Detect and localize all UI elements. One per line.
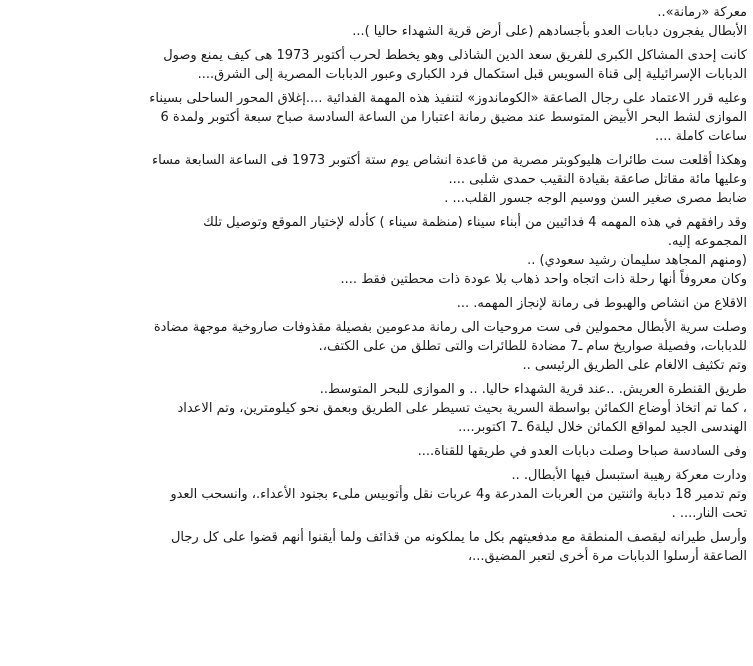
paragraph-line: الموازى لشط البحر الأبيض المتوسط عند مضيق رمانة اعتبارا من الساعة السادسة صباح سبعة أكتوبر ولمدة 6 [160, 110, 747, 125]
article-paragraph [6, 294, 747, 313]
paragraph-line: وتم تدمير 18 دبابة واثنتين من العربات المدرعة و4 عربات نقل وأتوبيس ملىء بجنود الأعداء.، وانسحب العدو [170, 487, 747, 502]
paragraph-line: وعليها مائة مقاتل صاعقة بقيادة النقيب حمدى شلبى .... [448, 172, 747, 187]
paragraph-line: الاقلاع من انشاص والهبوط فى رمانة لإنجاز المهمه. ... [456, 296, 747, 311]
paragraph-line: المجموعه إليه. [667, 234, 747, 249]
paragraph-line: وقد رافقهم في هذه المهمه 4 فدائيين من أبناء سيناء (منظمة سيناء ) كأدله لإختيار الموقع وتوصيل تلك [203, 215, 747, 230]
paragraph-line: وكان معروفاً أنها رحلة ذات اتجاه واحد ذهاب بلا عودة ذات محطتين فقط .... [340, 272, 747, 287]
paragraph-line: الهندسى الجيد لمواقع الكمائن خلال ليلة6 ـ7 اكتوبر.... [458, 420, 747, 435]
paragraph-line: الدبابات الإسرائيلية إلى قناة السويس قبل استكمال فرد الكبارى وعبور الدبابات المصرية إلى الشرق.... [197, 67, 747, 82]
paragraph-line: الصاعقة أرسلوا الدبابات مرة أخرى لتعبر المضيق...، [467, 549, 747, 564]
article-paragraph [6, 318, 747, 375]
paragraph-line: ضابط مصرى صغير السن ووسيم الوجه جسور القلب... . [444, 191, 747, 206]
paragraph-line: وصلت سرية الأبطال محمولين فى ست مروحيات الى رمانة مدعومين بفصيلة مقذوفات صاروخية موجهة مضادة [153, 320, 747, 335]
article-paragraph [6, 213, 747, 289]
paragraph-line: وفى السادسة صباحا وصلت دبابات العدو في طريقها للقناة.... [417, 444, 747, 459]
article-title: معركة «رمانة».. [657, 5, 747, 20]
article-paragraph [6, 46, 747, 84]
article-paragraph [6, 380, 747, 437]
article-paragraph [6, 528, 747, 566]
paragraph-line: تحت النار.... . [671, 506, 747, 521]
article-subtitle: الأبطال يفجرون دبابات العدو بأجسادهم (على أرض قرية الشهداء حاليا )... [352, 24, 747, 39]
paragraph-line: كانت إحدى المشاكل الكبرى للفريق سعد الدين الشاذلى وهو يخطط لحرب أكتوبر 1973 هى كيف يمنع وصول [163, 48, 747, 63]
paragraph-line: طريق القنطرة العريش. ..عند قرية الشهداء حاليا. .. و الموازى للبحر المتوسط.. [319, 382, 747, 397]
paragraph-line: (ومنهم المجاهد سليمان رشيد سعودي) .. [527, 253, 747, 268]
paragraph-line: ، كما تم اتخاذ أوضاع الكمائن بواسطة السرية بحيث تسيطر على الطريق وبعمق نحو كيلومترين، وتم الاعداد [177, 401, 747, 416]
paragraph-line: ودارت معركة رهيبة استبسل فيها الأبطال. .. [511, 468, 747, 483]
paragraph-line: وعليه قرر الاعتماد على رجال الصاعقة «الكوماندوز» لتنفيذ هذه المهمة الفدائية ....إغلاق المحور الساحلى بسيناء [149, 91, 747, 106]
article-paragraph [6, 442, 747, 461]
article-paragraph [6, 3, 747, 41]
article-paragraph [6, 89, 747, 146]
paragraph-line: وأرسل طيرانه ليقصف المنطقة مع مدفعيتهم بكل ما يملكونه من قذائف ولما أيقنوا أنهم قضوا على كل رجال [170, 530, 747, 545]
paragraph-line: وتم تكثيف الالغام على الطريق الرئيسى .. [522, 358, 747, 373]
article-paragraph [6, 466, 747, 523]
paragraph-line: وهكذا أقلعت ست طائرات هليوكوبتر مصرية من قاعدة انشاص يوم ستة أكتوبر 1973 فى الساعة السابعة مساء [151, 153, 747, 168]
paragraph-line: ساعات كاملة .... [655, 129, 747, 144]
paragraph-line: للدبابات، وفصيلة صواريخ سام ـ7 مضادة للطائرات والتى تطلق من على الكتف،. [318, 339, 747, 354]
article-paragraph [6, 151, 747, 208]
